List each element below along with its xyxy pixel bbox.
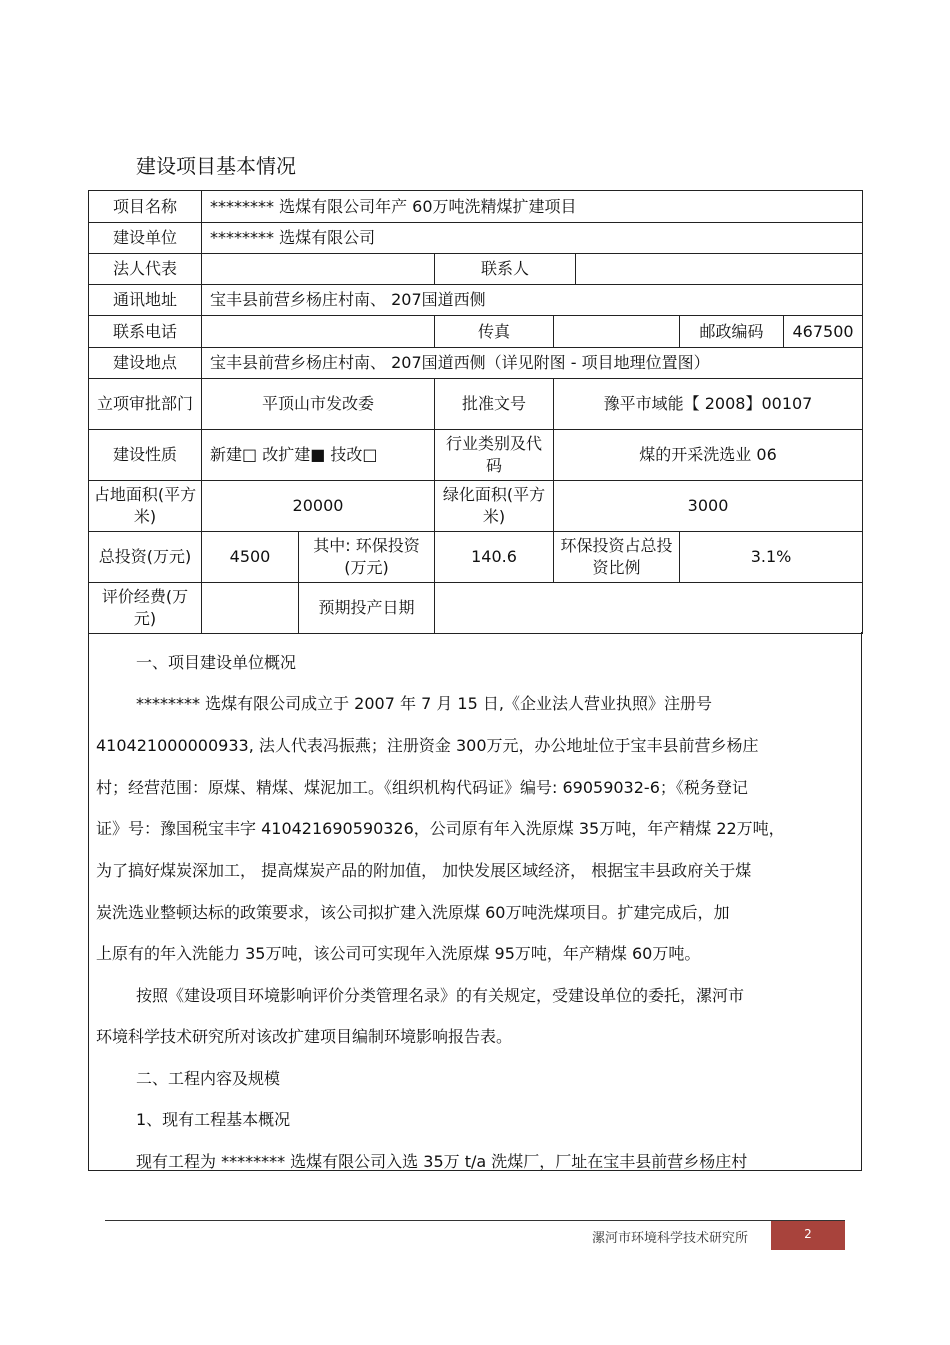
contact-value [576,254,863,285]
table-row [89,285,863,316]
table-row [89,481,863,532]
section-2-subtitle: 1、现有工程基本概况 [136,1110,291,1129]
industry-value: 煤的开采洗选业 06 [554,430,863,481]
project-name-label: 项目名称 [89,191,202,223]
industry-label: 行业类别及代码 [435,430,554,481]
approval-dept-value: 平顶山市发改委 [202,379,435,430]
project-name-value: ******** 选煤有限公司年产 60万吨洗精煤扩建项目 [202,191,863,223]
green-value: 3000 [554,481,863,532]
eval-fee-value [202,583,299,634]
postcode-label: 邮政编码 [680,316,784,347]
legal-rep-value [202,254,435,285]
paragraph-line: 村；经营范围：原煤、精煤、煤泥加工。《组织机构代码证》编号: 69059032-6；《税务登记 [96,778,748,797]
project-info-table [88,190,863,634]
table-row [89,583,863,634]
address-value: 宝丰县前营乡杨庄村南、 207国道西侧 [202,285,863,316]
paragraph-line: ******** 选煤有限公司成立于 2007 年 7 月 15 日,《企业法人营业执照》注册号 [136,694,712,713]
paragraph-line: 上原有的年入洗能力 35万吨，该公司可实现年入洗原煤 95万吨，年产精煤 60万吨。 [96,944,701,963]
footer-org: 漯河市环境科学技术研究所 [592,1231,749,1246]
table-row [89,430,863,481]
fax-label: 传真 [435,316,554,348]
env-invest-label: 其中: 环保投资(万元) [299,532,435,583]
ratio-value: 3.1% [680,532,863,583]
section-2-title: 二、工程内容及规模 [136,1069,281,1088]
paragraph-line: 按照《建设项目环境影响评价分类管理名录》的有关规定，受建设单位的委托，漯河市 [136,986,745,1005]
postcode-cell [680,316,863,348]
table-row [89,379,863,430]
table-row [89,191,863,223]
paragraph-line: 为了搞好煤炭深加工， 提高煤炭产品的附加值， 加快发展区域经济， 根据宝丰县政府关于煤 [96,861,752,880]
table-row [89,532,863,583]
legal-rep-label: 法人代表 [89,254,202,285]
env-invest-value: 140.6 [435,532,554,583]
build-unit-label: 建设单位 [89,223,202,254]
ratio-label: 环保投资占总投资比例 [554,532,680,583]
paragraph-line: 环境科学技术研究所对该改扩建项目编制环境影响报告表。 [96,1027,513,1046]
eval-fee-label: 评价经费(万元) [89,583,202,634]
area-value: 20000 [202,481,435,532]
table-row [89,316,863,348]
nature-label: 建设性质 [89,430,202,481]
paragraph-line: 410421000000933, 法人代表冯振燕；注册资金 300万元，办公地址位于宝丰县前营乡杨庄 [96,736,759,755]
paragraph-line: 证》号：豫国税宝丰字 410421690590326，公司原有年入洗原煤 35万吨，年产精煤 22万吨， [96,819,785,838]
site-label: 建设地点 [89,348,202,379]
postcode-value: 467500 [792,322,854,341]
paragraph-line: 炭洗选业整顿达标的政策要求，该公司拟扩建入洗原煤 60万吨洗煤项目。扩建完成后，加 [96,903,730,922]
section-1-title: 一、项目建设单位概况 [136,653,297,672]
phone-value [202,316,435,348]
phone-label: 联系电话 [89,316,202,348]
page-number: 2 [771,1221,845,1250]
invest-value: 4500 [202,532,299,583]
nature-value: 新建□ 改扩建■ 技改□ [202,430,435,481]
green-label: 绿化面积(平方米) [435,481,554,532]
table-row [89,254,863,285]
table-row [89,348,863,379]
fax-value [554,316,680,348]
area-label: 占地面积(平方米) [89,481,202,532]
approval-dept-label: 立项审批部门 [89,379,202,430]
contact-label: 联系人 [435,254,576,285]
address-label: 通讯地址 [89,285,202,316]
invest-label: 总投资(万元) [89,532,202,583]
table-row [89,223,863,254]
footer-divider [105,1220,845,1221]
prod-date-label: 预期投产日期 [299,583,435,634]
prod-date-value [435,583,863,634]
paragraph-line: 现有工程为 ******** 选煤有限公司入选 35万 t/a 洗煤厂，厂址在宝丰县前营乡杨庄村 [136,1152,748,1171]
site-value: 宝丰县前营乡杨庄村南、 207国道西侧（详见附图 - 项目地理位置图） [202,348,863,379]
approval-no-value: 豫平市域能【 2008】00107 [554,379,863,430]
approval-no-label: 批准文号 [435,379,554,430]
page-heading: 建设项目基本情况 [136,154,296,178]
build-unit-value: ******** 选煤有限公司 [202,223,863,254]
